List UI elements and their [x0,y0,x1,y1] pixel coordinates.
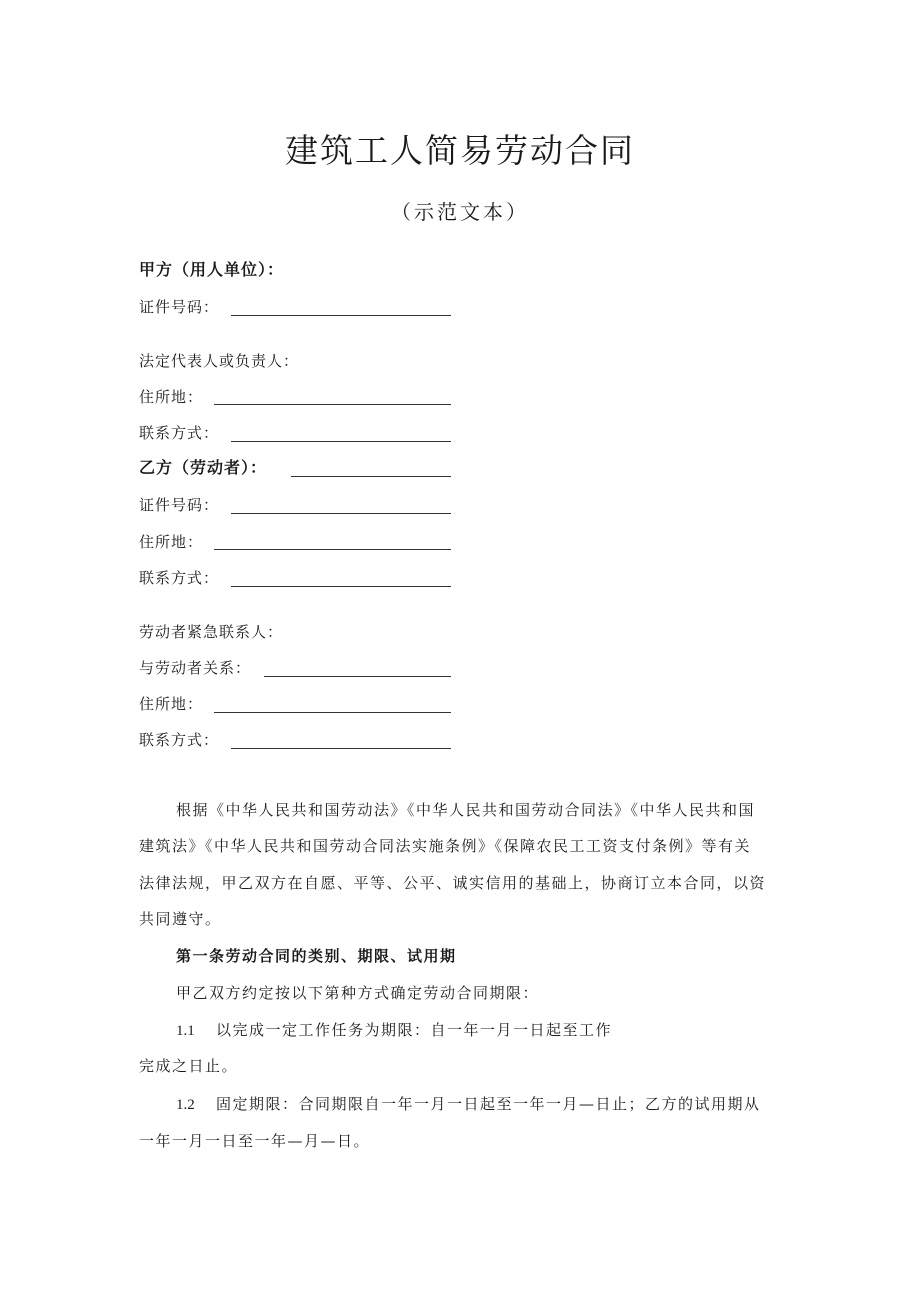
preamble-line: 法律法规，甲乙双方在自愿、平等、公平、诚实信用的基础上，协商订立本合同，以资 [139,874,767,892]
emergency-relation-label: 与劳动者关系： [139,659,252,677]
article-1-item-1-cont: 完成之日止。 [139,1057,239,1075]
item-number: 1.2 [176,1097,195,1113]
party-b-contact-blank[interactable] [231,586,451,587]
party-a-address-blank[interactable] [214,404,451,405]
party-b-contact-label: 联系方式： [139,569,220,587]
party-b-address-blank[interactable] [214,549,451,550]
article-1-item-2 [176,1093,761,1116]
preamble-line: 建筑法》《中华人民共和国劳动合同法实施条例》《保障农民工工资支付条例》等有关 [139,837,752,855]
party-b-heading: 乙方（劳动者）： [139,458,268,477]
article-1-intro: 甲乙双方约定按以下第种方式确定劳动合同期限： [176,984,540,1002]
party-a-id-label: 证件号码： [139,298,220,316]
item-text: 以完成一定工作任务为期限：自一年一月一日起至工作 [216,1021,613,1039]
emergency-address-label: 住所地： [139,695,204,713]
party-a-contact-blank[interactable] [231,441,451,442]
emergency-address-blank[interactable] [214,712,451,713]
emergency-heading: 劳动者紧急联系人： [139,623,284,641]
party-b-id-label: 证件号码： [139,496,220,514]
item-text: 固定期限：合同期限自一年一月一日起至一年一月—日止；乙方的试用期从 [216,1095,761,1113]
party-b-name-blank[interactable] [291,476,451,477]
party-a-heading: 甲方（用人单位）： [139,260,285,279]
preamble-line: 共同遵守。 [139,910,222,928]
party-b-id-blank[interactable] [231,513,451,514]
party-a-contact-label: 联系方式： [139,424,220,442]
party-a-address-label: 住所地： [139,388,204,406]
preamble-line: 根据《中华人民共和国劳动法》《中华人民共和国劳动合同法》《中华人民共和国 [176,801,756,819]
emergency-contact-blank[interactable] [231,748,451,749]
article-1-item-1 [176,1019,612,1042]
party-b-address-label: 住所地： [139,533,204,551]
item-number: 1.1 [176,1023,195,1039]
document-subtitle: （示范文本） [391,200,529,224]
party-a-id-blank[interactable] [231,315,451,316]
article-1-item-2-cont: 一年一月一日至一年—月—日。 [139,1132,371,1150]
party-a-rep-label: 法定代表人或负责人： [139,352,300,370]
emergency-relation-blank[interactable] [264,676,451,677]
article-1-heading: 第一条劳动合同的类别、期限、试用期 [176,947,457,965]
document-title: 建筑工人简易劳动合同 [285,131,635,170]
emergency-contact-label: 联系方式： [139,731,220,749]
